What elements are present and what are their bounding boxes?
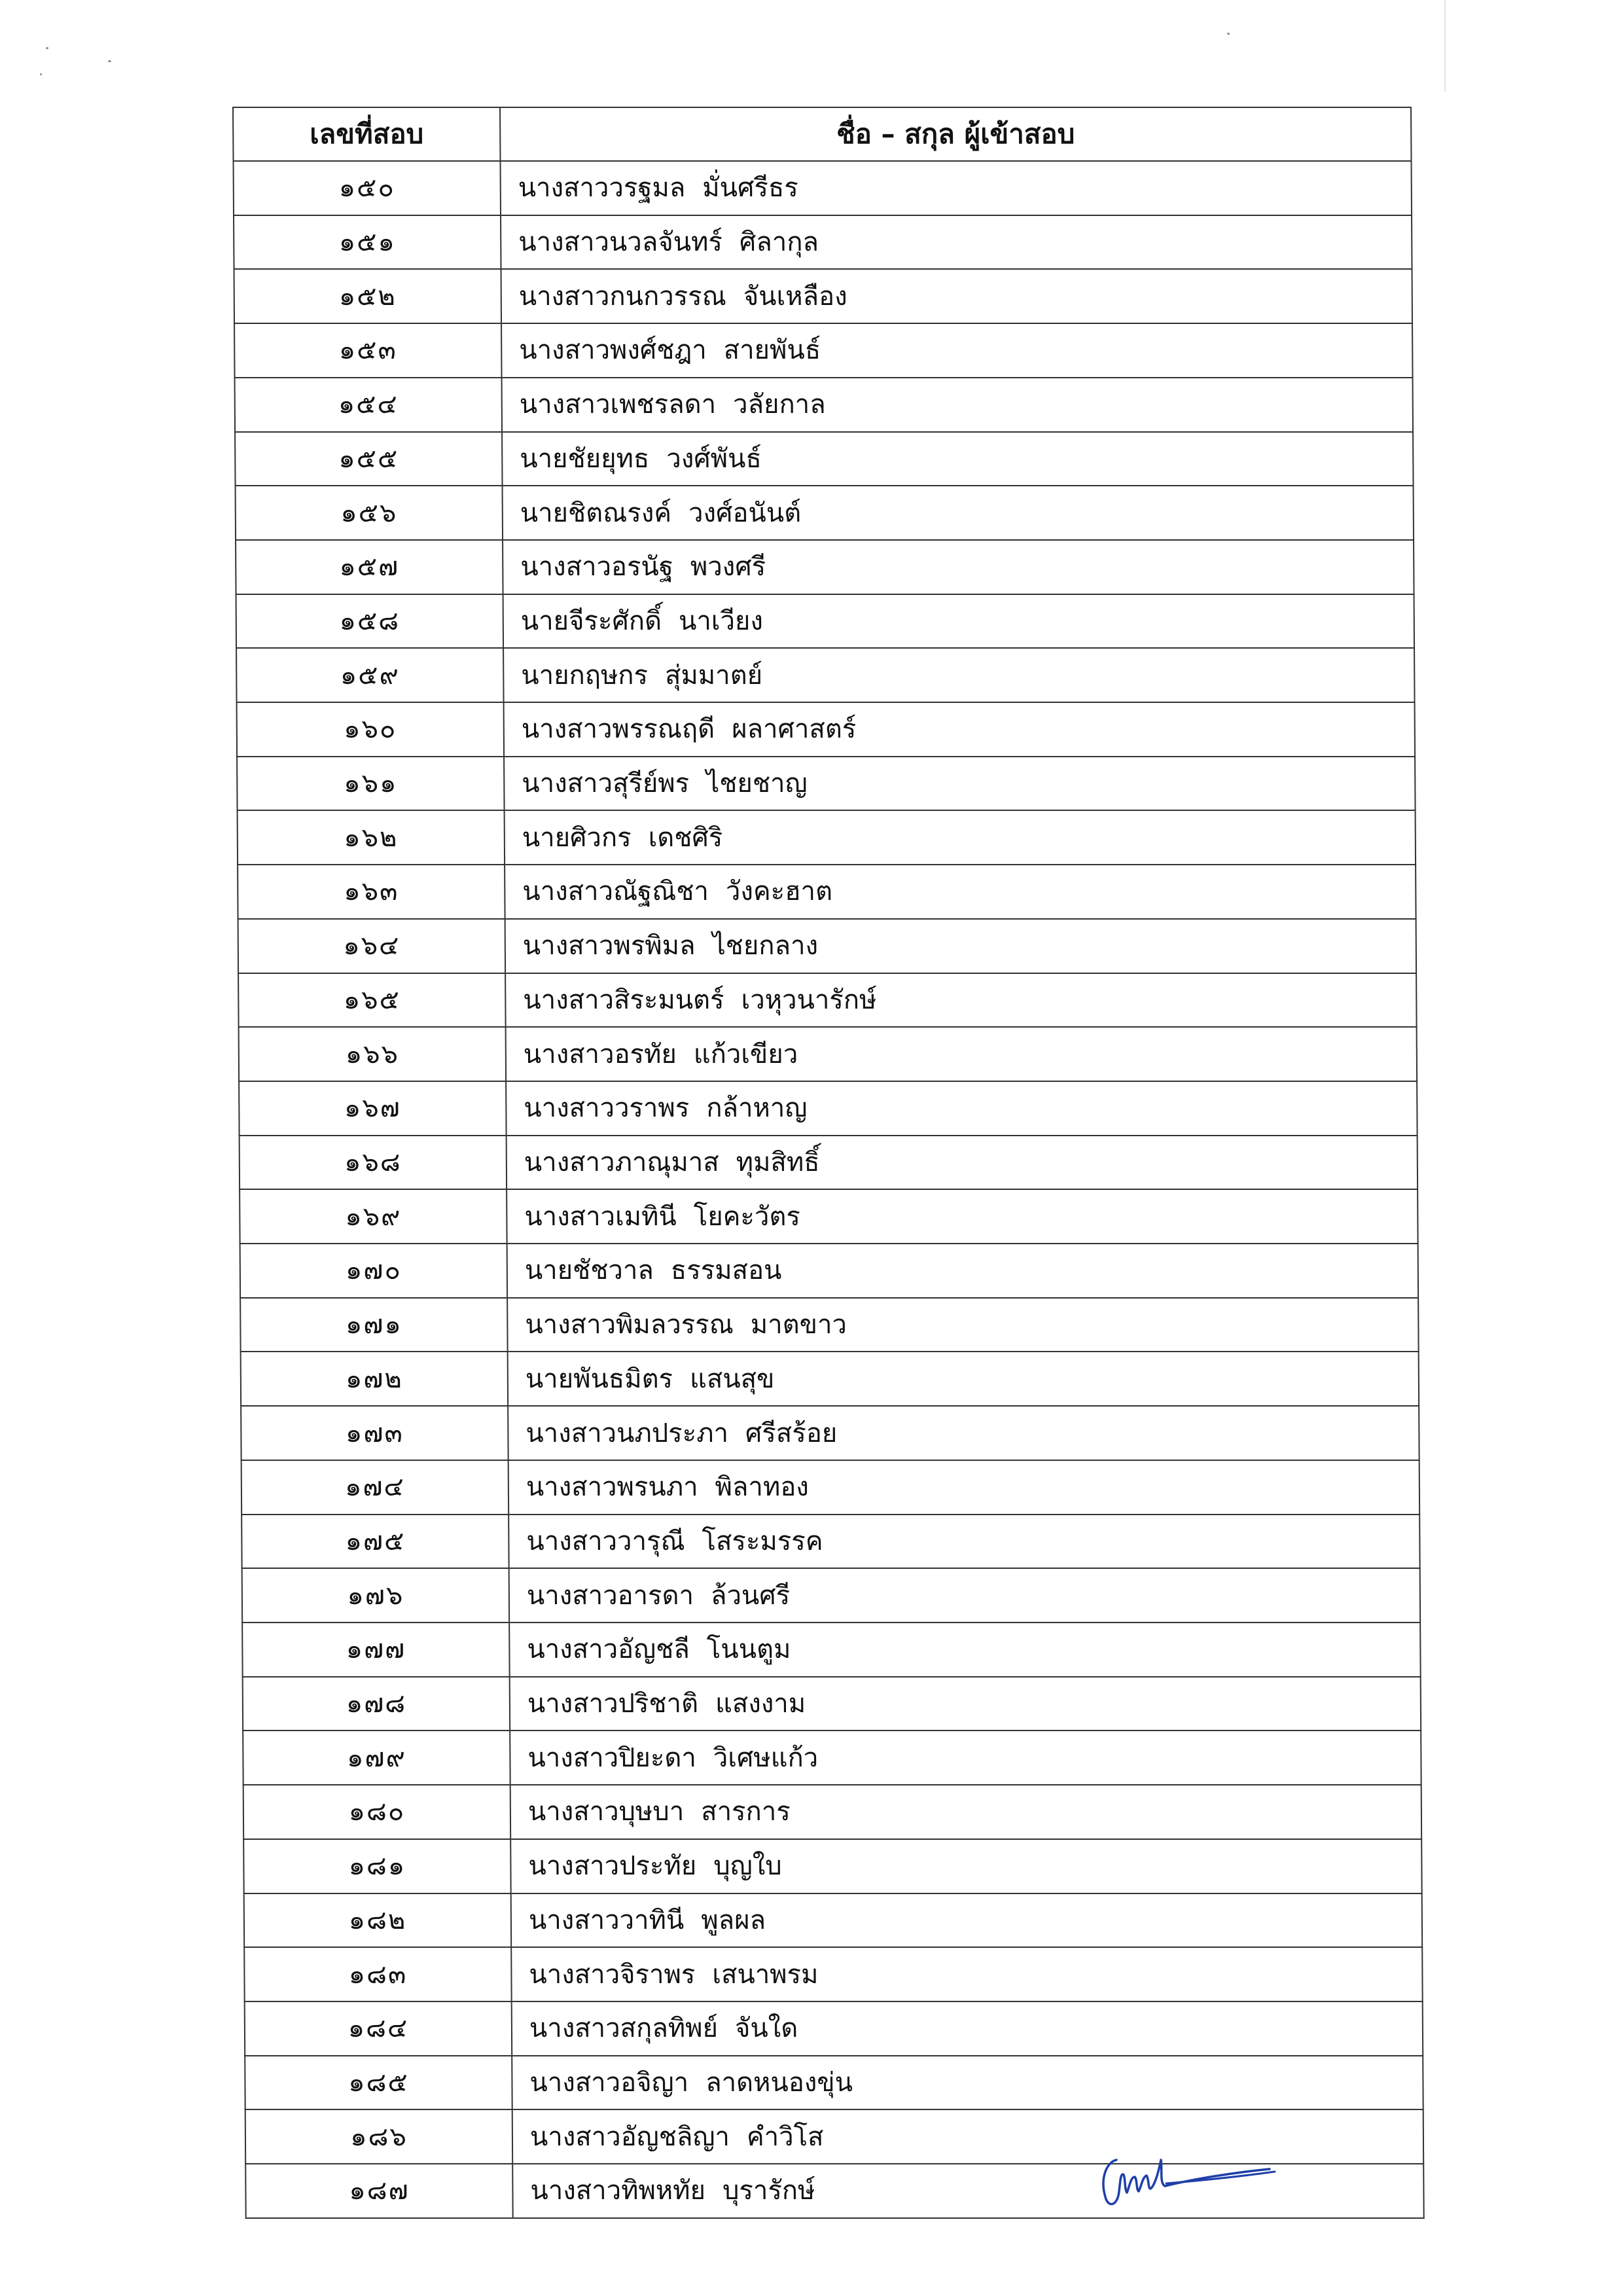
exam-number-cell: ๑๘๔ — [245, 2001, 512, 2056]
candidate-name-cell — [501, 215, 1412, 270]
exam-number-cell: ๑๖๓ — [238, 865, 505, 919]
exam-number-cell: ๑๕๑ — [234, 215, 501, 270]
candidate-first-name: นางสาววราพร — [524, 1093, 690, 1124]
candidate-first-name: นางสาววรฐมล — [518, 173, 686, 204]
candidate-last-name: บุญใบ — [713, 1851, 782, 1882]
table-row — [236, 540, 1414, 594]
candidate-first-name: นางสาวพิมลวรรณ — [525, 1310, 734, 1340]
scan-speck — [40, 73, 42, 75]
candidate-last-name: กล้าหาญ — [706, 1093, 808, 1124]
candidate-first-name: นางสาวณัฐณิชา — [522, 876, 709, 907]
exam-number-cell: ๑๗๐ — [240, 1244, 508, 1298]
candidate-last-name: พิลาทอง — [715, 1472, 809, 1503]
candidate-last-name: เดชศิริ — [648, 822, 723, 853]
scan-speck — [46, 47, 48, 49]
table-row — [237, 702, 1416, 757]
candidate-name-cell — [510, 1785, 1422, 1839]
exam-number-cell: ๑๘๓ — [244, 1947, 512, 2001]
table-row — [236, 594, 1415, 649]
candidate-first-name: นางสาวพรพิมล — [522, 931, 696, 961]
table-row — [235, 432, 1414, 486]
candidate-last-name: วลัยกาล — [732, 389, 826, 420]
candidate-last-name: เวหุวนารักษ์ — [741, 984, 877, 1015]
candidate-first-name: นางสาววารุณี — [526, 1526, 685, 1556]
candidate-name-cell — [503, 648, 1415, 702]
candidate-name-cell — [504, 757, 1416, 811]
exam-number-cell: ๑๖๗ — [239, 1081, 507, 1136]
exam-number-cell: ๑๘๗ — [245, 2164, 513, 2218]
table-row — [241, 1460, 1420, 1515]
exam-number-cell: ๑๗๙ — [243, 1731, 510, 1785]
signature-tail — [1166, 2172, 1275, 2183]
table-row — [241, 1515, 1420, 1569]
exam-number-cell: ๑๖๒ — [238, 810, 505, 865]
candidate-first-name: นางสาวสิระมนตร์ — [523, 984, 724, 1015]
table-row — [241, 1352, 1419, 1406]
candidate-last-name: สารการ — [701, 1797, 791, 1827]
candidate-name-cell — [501, 161, 1412, 215]
candidate-name-cell — [508, 1460, 1420, 1515]
table-row — [239, 1027, 1418, 1081]
candidate-last-name: บุรารักษ์ — [722, 2176, 815, 2206]
candidate-first-name: นางสาวนภประภา — [526, 1418, 729, 1448]
candidate-first-name: นายกฤษกร — [521, 660, 649, 691]
exam-number-cell: ๑๗๘ — [243, 1677, 510, 1731]
candidate-first-name: นางสาวกนกวรรณ — [518, 281, 726, 312]
candidate-first-name: นางสาวอัญชลิญา — [529, 2121, 730, 2152]
candidate-name-cell — [508, 1352, 1419, 1406]
exam-number-cell: ๑๕๗ — [236, 540, 503, 594]
table-row — [238, 919, 1417, 973]
table-row — [240, 1298, 1419, 1352]
candidate-name-cell — [510, 1839, 1422, 1893]
table-row — [235, 378, 1414, 432]
candidate-last-name: แก้วเขียว — [693, 1039, 798, 1069]
candidate-last-name: คำวิโส — [746, 2121, 824, 2152]
exam-number-cell: ๑๗๒ — [241, 1352, 508, 1406]
candidate-last-name: ล้วนศรี — [710, 1580, 791, 1611]
candidate-last-name: จันใด — [734, 2013, 798, 2044]
candidate-last-name: ศรีสร้อย — [745, 1418, 838, 1448]
candidate-last-name: พูลผล — [701, 1905, 766, 1935]
candidate-first-name: นางสาวพงศ์ชฎา — [519, 335, 707, 366]
column-header-candidate-name: ชื่อ – สกุล ผู้เข้าสอบ — [500, 107, 1412, 161]
exam-number-cell: ๑๕๙ — [236, 648, 504, 702]
table-row — [238, 810, 1416, 865]
candidate-name-cell — [505, 865, 1416, 919]
candidate-last-name: ธรรมสอน — [670, 1255, 782, 1286]
candidate-name-cell — [503, 540, 1414, 594]
table-row — [243, 1839, 1422, 1893]
table-row — [238, 973, 1417, 1028]
exam-number-cell: ๑๘๑ — [243, 1839, 511, 1893]
candidate-first-name: นางสาวอจิญา — [529, 2067, 689, 2098]
candidate-first-name: นางสาวสุรีย์พร — [522, 768, 690, 799]
table-row — [240, 1136, 1418, 1190]
candidate-last-name: วงศ์พันธ์ — [666, 443, 762, 474]
table-row — [234, 323, 1413, 378]
table-header-row — [233, 107, 1412, 161]
candidate-last-name: สุ่มมาตย์ — [664, 660, 763, 691]
candidate-last-name: ไชยกลาง — [712, 931, 819, 961]
exam-number-cell: ๑๕๒ — [234, 269, 502, 323]
candidate-last-name: พวงศรี — [690, 552, 766, 583]
candidate-first-name: นางสาวภาณุมาส — [524, 1147, 719, 1177]
table-row — [245, 2056, 1423, 2110]
candidate-first-name: นางสาวอัญชลี — [527, 1634, 690, 1665]
table-row — [244, 1893, 1423, 1948]
exam-number-cell: ๑๗๓ — [241, 1406, 508, 1460]
table-row — [242, 1623, 1421, 1677]
candidate-name-cell — [507, 1189, 1418, 1244]
candidate-first-name: นางสาวพรรณฤดี — [521, 714, 715, 745]
exam-number-cell: ๑๖๑ — [237, 757, 505, 811]
candidate-name-cell — [512, 2056, 1423, 2110]
table-row — [244, 1947, 1423, 2001]
candidate-name-cell — [511, 1893, 1423, 1948]
candidate-last-name: มาตขาว — [750, 1310, 847, 1340]
candidate-last-name: สายพันธ์ — [723, 335, 821, 366]
exam-number-cell: ๑๕๐ — [234, 161, 501, 215]
candidate-last-name: วิเศษแก้ว — [713, 1742, 819, 1773]
table-row — [240, 1244, 1419, 1298]
exam-number-cell: ๑๖๐ — [237, 702, 505, 757]
candidate-name-cell — [509, 1623, 1421, 1677]
candidate-first-name: นางสาวทิพหทัย — [530, 2176, 706, 2206]
candidate-first-name: นางสาวปริชาติ — [527, 1689, 699, 1719]
candidate-last-name: โยคะวัตร — [693, 1201, 801, 1232]
exam-number-cell: ๑๕๖ — [236, 486, 503, 540]
candidate-first-name: นางสาวบุษบา — [527, 1797, 685, 1827]
candidate-name-cell — [512, 2164, 1424, 2218]
exam-number-cell: ๑๗๕ — [241, 1515, 509, 1569]
candidate-last-name: ลาดหนองขุ่น — [705, 2067, 853, 2098]
candidate-first-name: นางสาววาทินี — [528, 1905, 685, 1935]
exam-number-cell: ๑๕๘ — [236, 594, 504, 649]
candidate-name-cell — [503, 486, 1414, 540]
candidate-name-cell — [502, 432, 1414, 486]
candidate-name-cell — [505, 810, 1416, 865]
scan-speck — [1227, 33, 1230, 35]
candidate-name-cell — [504, 702, 1416, 757]
candidate-last-name: ไชยชาญ — [706, 768, 808, 799]
candidate-first-name: นายพันธมิตร — [525, 1363, 673, 1394]
candidate-name-cell — [506, 1081, 1418, 1136]
exam-number-cell: ๑๘๐ — [243, 1785, 511, 1839]
candidate-first-name: นางสาวสกุลทิพย์ — [529, 2013, 719, 2044]
candidate-first-name: นางสาวพรนภา — [526, 1472, 698, 1503]
candidate-name-cell — [512, 2109, 1424, 2164]
candidate-last-name: แสนสุข — [689, 1363, 775, 1394]
exam-number-cell: ๑๖๘ — [240, 1136, 507, 1190]
candidate-name-cell — [505, 973, 1417, 1028]
candidate-name-cell — [505, 919, 1417, 973]
table-row — [240, 1189, 1418, 1244]
exam-number-cell: ๑๖๙ — [240, 1189, 507, 1244]
candidate-first-name: นายชิตณรงค์ — [520, 497, 672, 528]
table-row — [236, 648, 1415, 702]
candidate-name-cell — [501, 269, 1413, 323]
candidate-name-cell — [509, 1568, 1421, 1623]
candidate-name-cell — [510, 1677, 1421, 1731]
candidate-first-name: นางสาวจิราพร — [529, 1959, 696, 1990]
table-row — [237, 757, 1416, 811]
candidate-name-cell — [502, 378, 1414, 432]
candidate-last-name: นาเวียง — [678, 605, 764, 636]
candidate-last-name: โนนตูม — [706, 1634, 791, 1665]
exam-number-cell: ๑๘๕ — [245, 2056, 512, 2110]
exam-roster-table — [232, 107, 1425, 2219]
candidate-first-name: นางสาวประทัย — [528, 1851, 697, 1882]
candidate-name-cell — [512, 2001, 1423, 2056]
table-row — [242, 1568, 1421, 1623]
candidate-last-name: แสงงาม — [715, 1689, 806, 1719]
exam-number-cell: ๑๗๖ — [242, 1568, 510, 1623]
candidate-name-cell — [507, 1298, 1419, 1352]
exam-number-cell: ๑๗๑ — [240, 1298, 508, 1352]
exam-number-cell: ๑๕๕ — [235, 432, 503, 486]
candidate-name-cell — [503, 594, 1415, 649]
exam-number-cell: ๑๗๔ — [241, 1460, 509, 1515]
candidate-name-cell — [508, 1515, 1420, 1569]
table-row — [241, 1406, 1419, 1460]
table-row — [243, 1731, 1421, 1785]
table-row — [239, 1081, 1418, 1136]
candidate-last-name: เสนาพรม — [712, 1959, 819, 1990]
candidate-last-name: มั่นศรีธร — [702, 173, 798, 204]
table-row — [236, 486, 1414, 540]
candidate-first-name: นางสาวอรทัย — [523, 1039, 677, 1069]
signature — [1086, 2140, 1283, 2219]
candidate-last-name: ผลาศาสตร์ — [731, 714, 857, 745]
column-header-exam-number: เลขที่สอบ — [233, 107, 501, 161]
candidate-first-name: นางสาวอารดา — [526, 1580, 694, 1611]
table-row — [243, 1677, 1421, 1731]
table-row — [245, 2001, 1423, 2056]
candidate-first-name: นายชัยยุทธ — [520, 443, 650, 474]
candidate-last-name: ทุมสิทธิ์ — [736, 1147, 820, 1177]
candidate-last-name: ศิลากุล — [739, 227, 819, 258]
candidate-name-cell — [510, 1731, 1421, 1785]
table-row — [234, 161, 1412, 215]
candidate-first-name: นางสาวเพชรลดา — [519, 389, 717, 420]
candidate-name-cell — [507, 1136, 1418, 1190]
candidate-name-cell — [511, 1947, 1423, 2001]
exam-number-cell: ๑๘๒ — [244, 1893, 512, 1948]
candidate-last-name: วงศ์อนันต์ — [688, 497, 802, 528]
exam-number-cell: ๑๕๔ — [235, 378, 503, 432]
exam-roster-page — [232, 107, 1423, 2217]
candidate-name-cell — [508, 1406, 1419, 1460]
candidate-first-name: นายจีระศักดิ์ — [520, 605, 662, 636]
roster-body — [234, 161, 1424, 2218]
candidate-first-name: นายศิวกร — [522, 822, 632, 853]
candidate-last-name: จันเหลือง — [743, 281, 847, 312]
candidate-name-cell — [501, 323, 1413, 378]
candidate-last-name: วังคะฮาต — [725, 876, 833, 907]
exam-number-cell: ๑๖๖ — [239, 1027, 507, 1081]
exam-number-cell: ๑๖๔ — [238, 919, 506, 973]
candidate-first-name: นางสาวปิยะดา — [527, 1742, 696, 1773]
candidate-first-name: นายชัชวาล — [524, 1255, 654, 1286]
table-row — [234, 215, 1412, 270]
table-row — [234, 269, 1413, 323]
table-row — [238, 865, 1416, 919]
exam-number-cell: ๑๗๗ — [242, 1623, 510, 1677]
candidate-name-cell — [506, 1027, 1418, 1081]
candidate-first-name: นางสาวเมทินี — [524, 1201, 677, 1232]
scan-edge-line — [1444, 0, 1446, 92]
table-row — [243, 1785, 1422, 1839]
scan-speck — [108, 60, 111, 62]
exam-number-cell: ๑๕๓ — [234, 323, 502, 378]
exam-number-cell: ๑๖๕ — [238, 973, 506, 1028]
candidate-first-name: นางสาวนวลจันทร์ — [518, 227, 723, 258]
candidate-last-name: โสระมรรค — [702, 1526, 823, 1556]
candidate-first-name: นางสาวอรนัฐ — [520, 552, 674, 583]
exam-number-cell: ๑๘๖ — [245, 2109, 513, 2164]
candidate-name-cell — [507, 1244, 1419, 1298]
